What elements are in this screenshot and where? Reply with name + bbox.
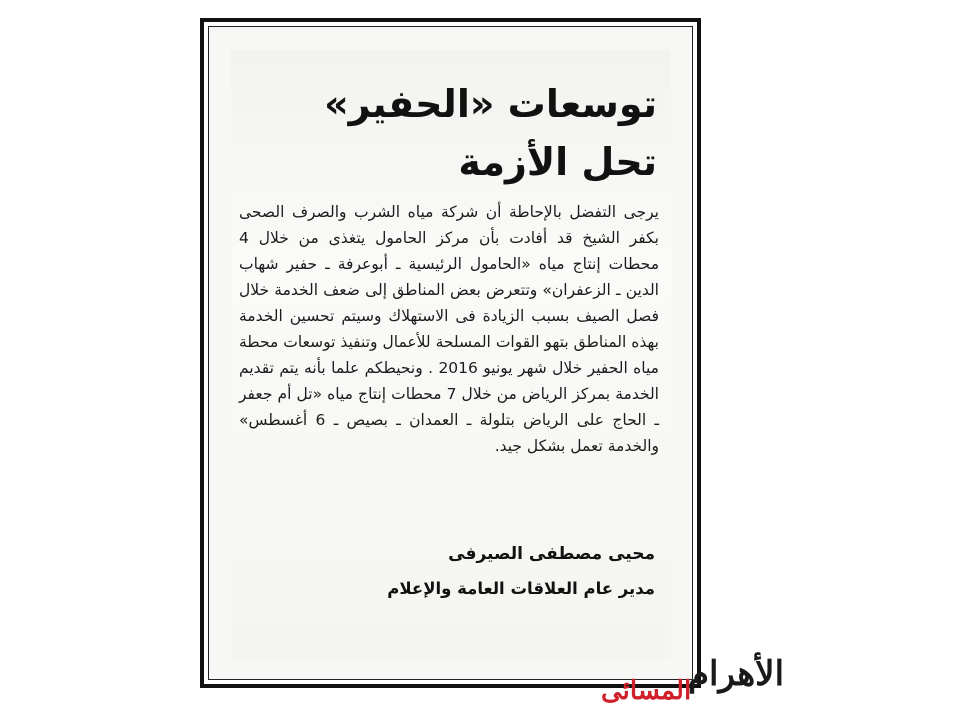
signature-name: محيى مصطفى الصيرفى	[448, 544, 655, 564]
al-ahram-al-massai-logo	[523, 639, 785, 709]
newspaper-logo-graphic	[523, 639, 785, 709]
article-body: يرجى التفضل بالإحاطة أن شركة مياه الشرب والصرف الصحى بكفر الشيخ قد أفادت بأن مركز الحامول يتغذى من خلال 4 محطات إنتاج مياه «الحامول الرئيسية ـ أبوعرفة ـ حفير شهاب الدين ـ الزعفران» وتتعرض بعض المناطق إلى ضعف الخدمة خلال فصل الصيف بسبب الزيادة فى الاستهلاك وسيتم تحسين الخدمة بهذه المناطق بتهو القوات المسلحة للأعمال وتنفيذ توسعات محطة مياه الحفير خلال شهر يونيو 2016 . ونحيطكم علما بأنه يتم تقديم الخدمة بمركز الرياض من خلال 7 محطات إنتاج مياه «تل أم جعفر ـ الحاج على الرياض بتلولة ـ العمدان ـ بصيص ـ 6 أغسطس» والخدمة تعمل بشكل جيد.	[239, 203, 659, 455]
signature-title: مدير عام العلاقات العامة والإعلام	[387, 579, 655, 598]
headline-line-2: تحل الأزمة	[458, 140, 657, 184]
clipping-inner-border	[208, 26, 785, 706]
newspaper-clipping	[231, 49, 785, 706]
clipping-frame	[200, 18, 785, 706]
headline-line-1: توسعات «الحفير»	[324, 82, 657, 126]
article-headline	[297, 75, 657, 191]
logo-accent-word: المسائى	[601, 676, 692, 706]
logo-main-word: الأهرام	[688, 654, 785, 694]
